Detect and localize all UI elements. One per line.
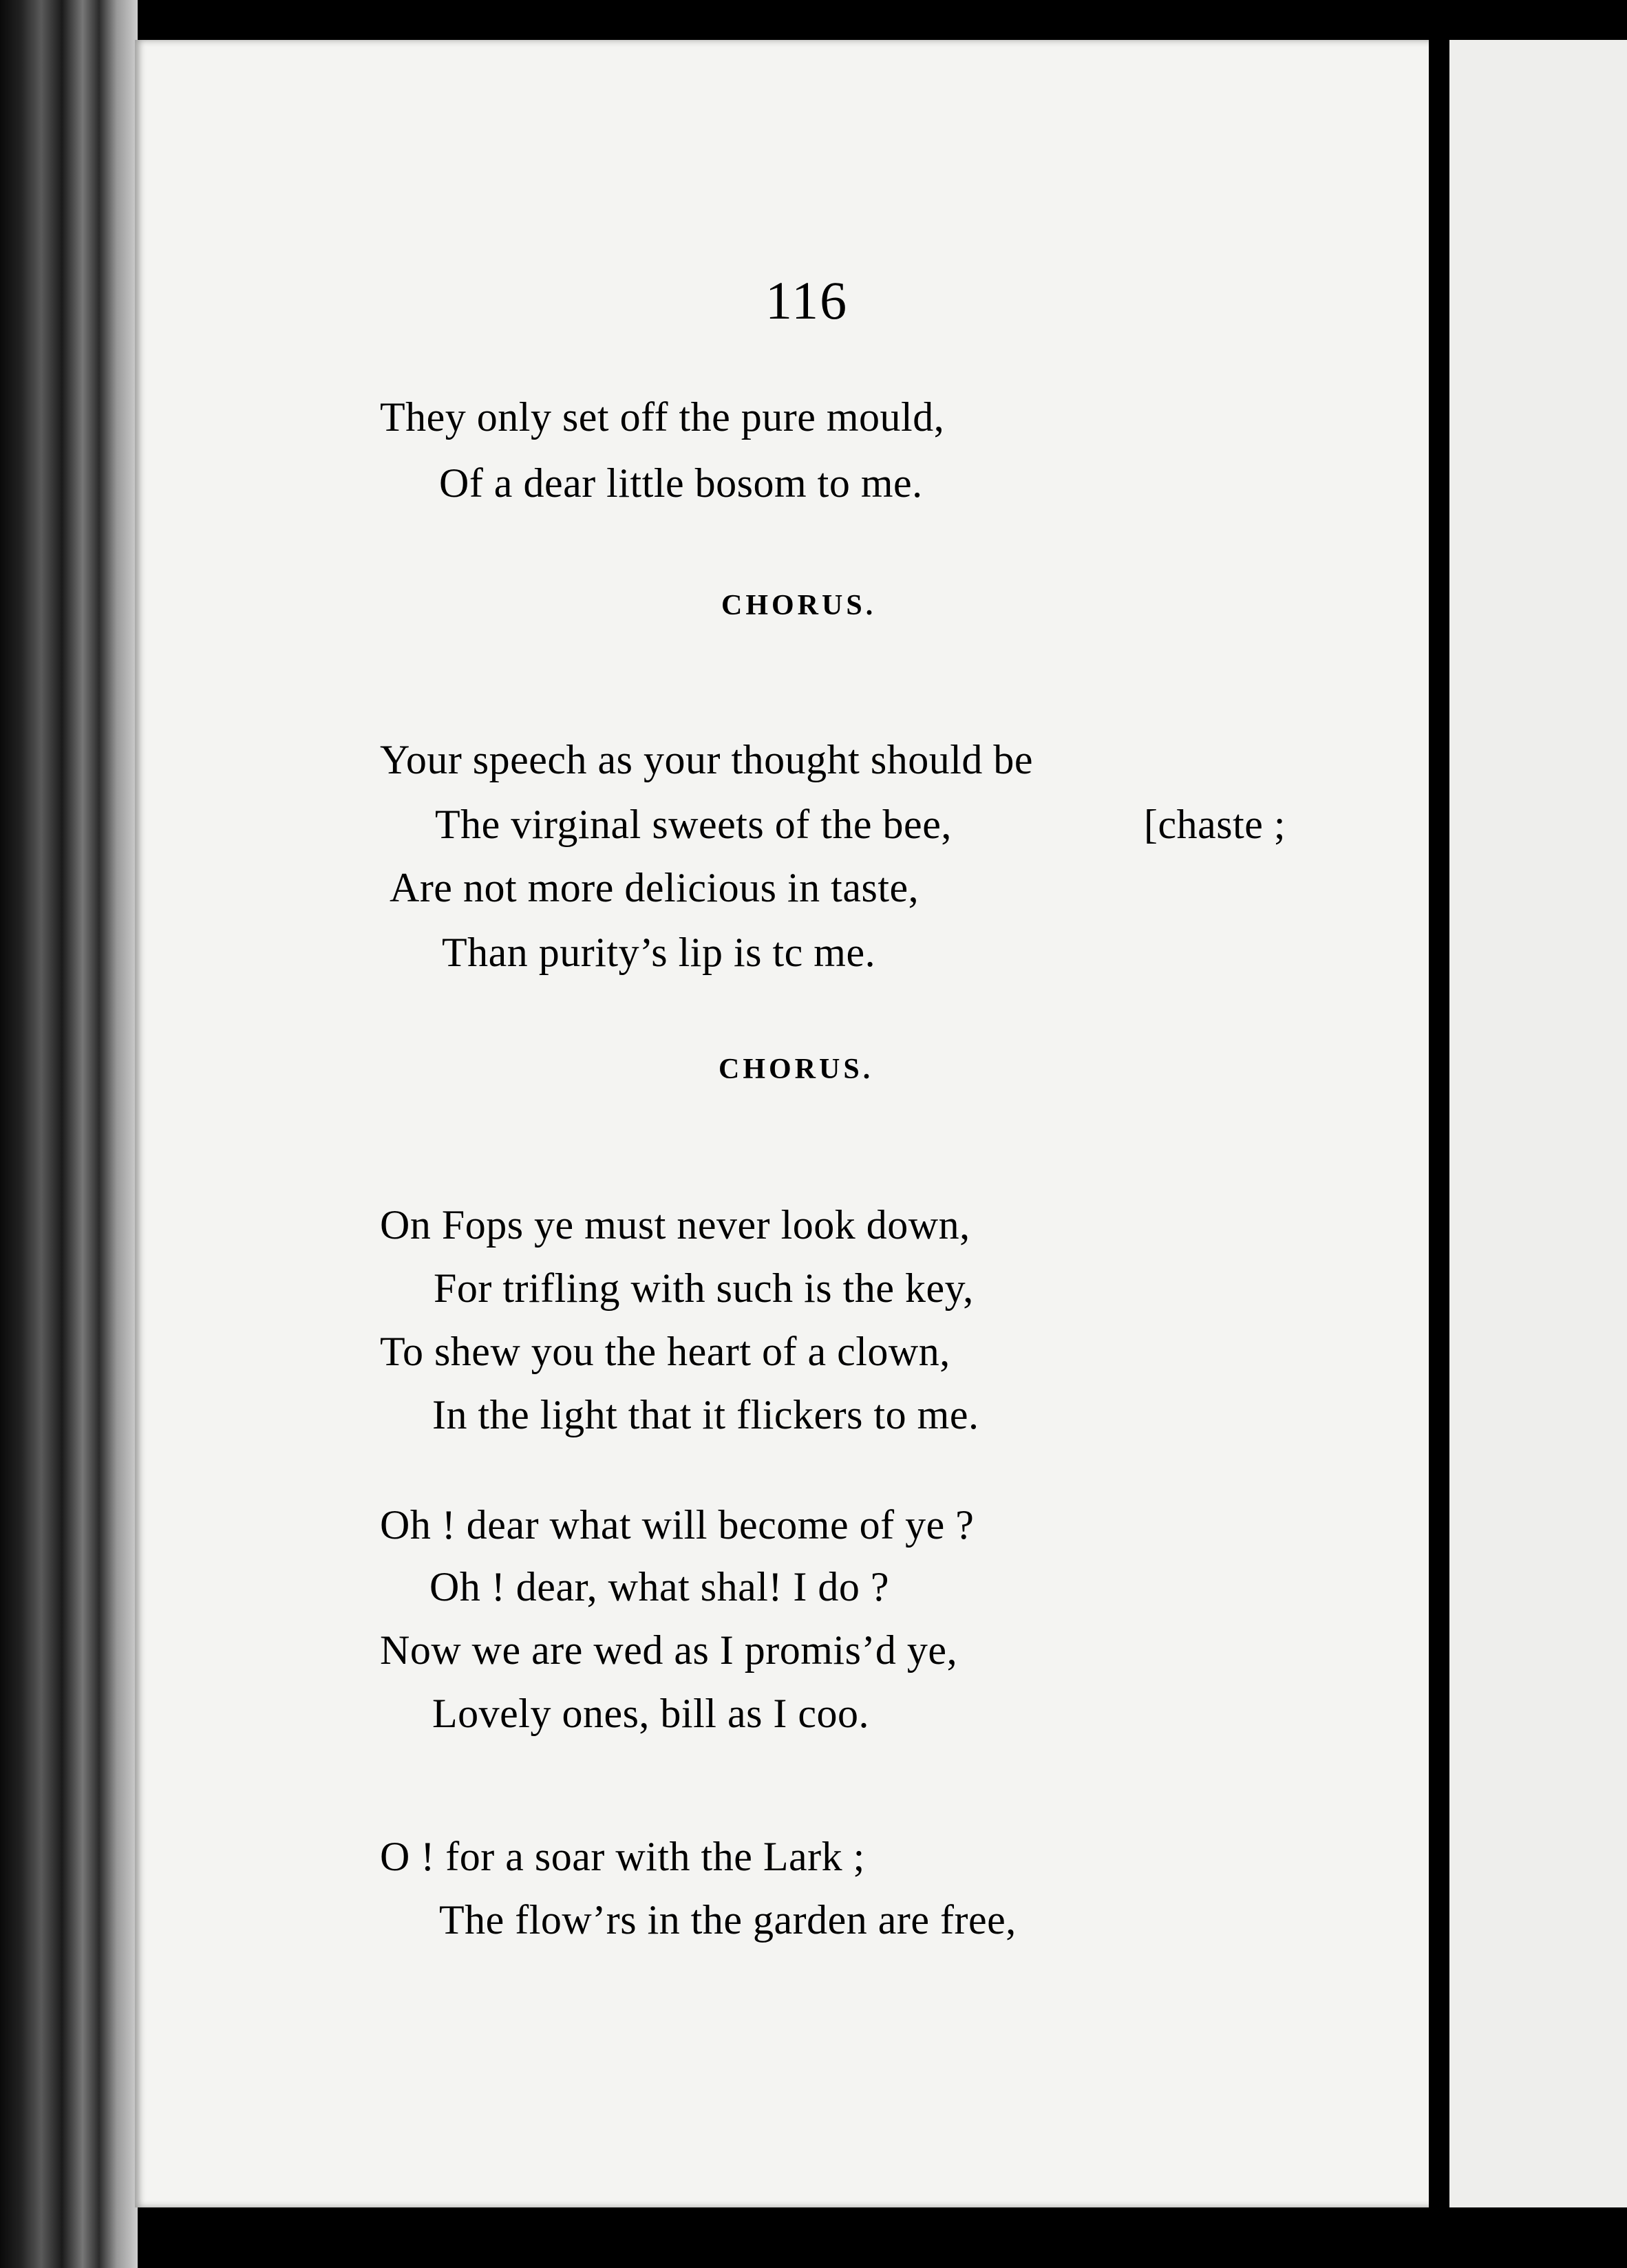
verse-line: O ! for a soar with the Lark ; (380, 1834, 865, 1879)
verse-line-overflow: [chaste ; (1144, 802, 1286, 847)
verse-line: For trifling with such is the key, (434, 1265, 974, 1311)
page-number: 116 (765, 270, 849, 330)
book-binding-edge (0, 0, 138, 2268)
verse-line: To shew you the heart of a clown, (380, 1329, 950, 1374)
verse-line: Lovely ones, bill as I coo. (432, 1691, 870, 1736)
verse-line: They only set off the pure mould, (380, 394, 945, 440)
chorus-label: CHORUS. (719, 1053, 874, 1085)
verse-line: In the light that it flickers to me. (432, 1392, 979, 1437)
verse-line: Your speech as your thought should be (380, 737, 1033, 782)
verse-line: On Fops ye must never look down, (380, 1202, 970, 1248)
book-page (135, 40, 1433, 2207)
verse-line: Oh ! dear, what shal! I do ? (429, 1564, 890, 1609)
verse-line: Than purity’s lip is tc me. (442, 930, 876, 975)
chorus-label: CHORUS. (721, 590, 877, 621)
verse-line: Oh ! dear what will become of ye ? (380, 1502, 975, 1548)
verse-line: Are not more delicious in taste, (390, 865, 919, 910)
verse-line: The virginal sweets of the bee, (435, 802, 952, 847)
verse-line: Of a dear little bosom to me. (439, 460, 923, 506)
facing-page (1449, 40, 1627, 2207)
verse-line: Now we are wed as I promis’d ye, (380, 1627, 958, 1673)
page-gutter (1429, 28, 1451, 2229)
verse-line: The flow’rs in the garden are free, (439, 1897, 1017, 1943)
